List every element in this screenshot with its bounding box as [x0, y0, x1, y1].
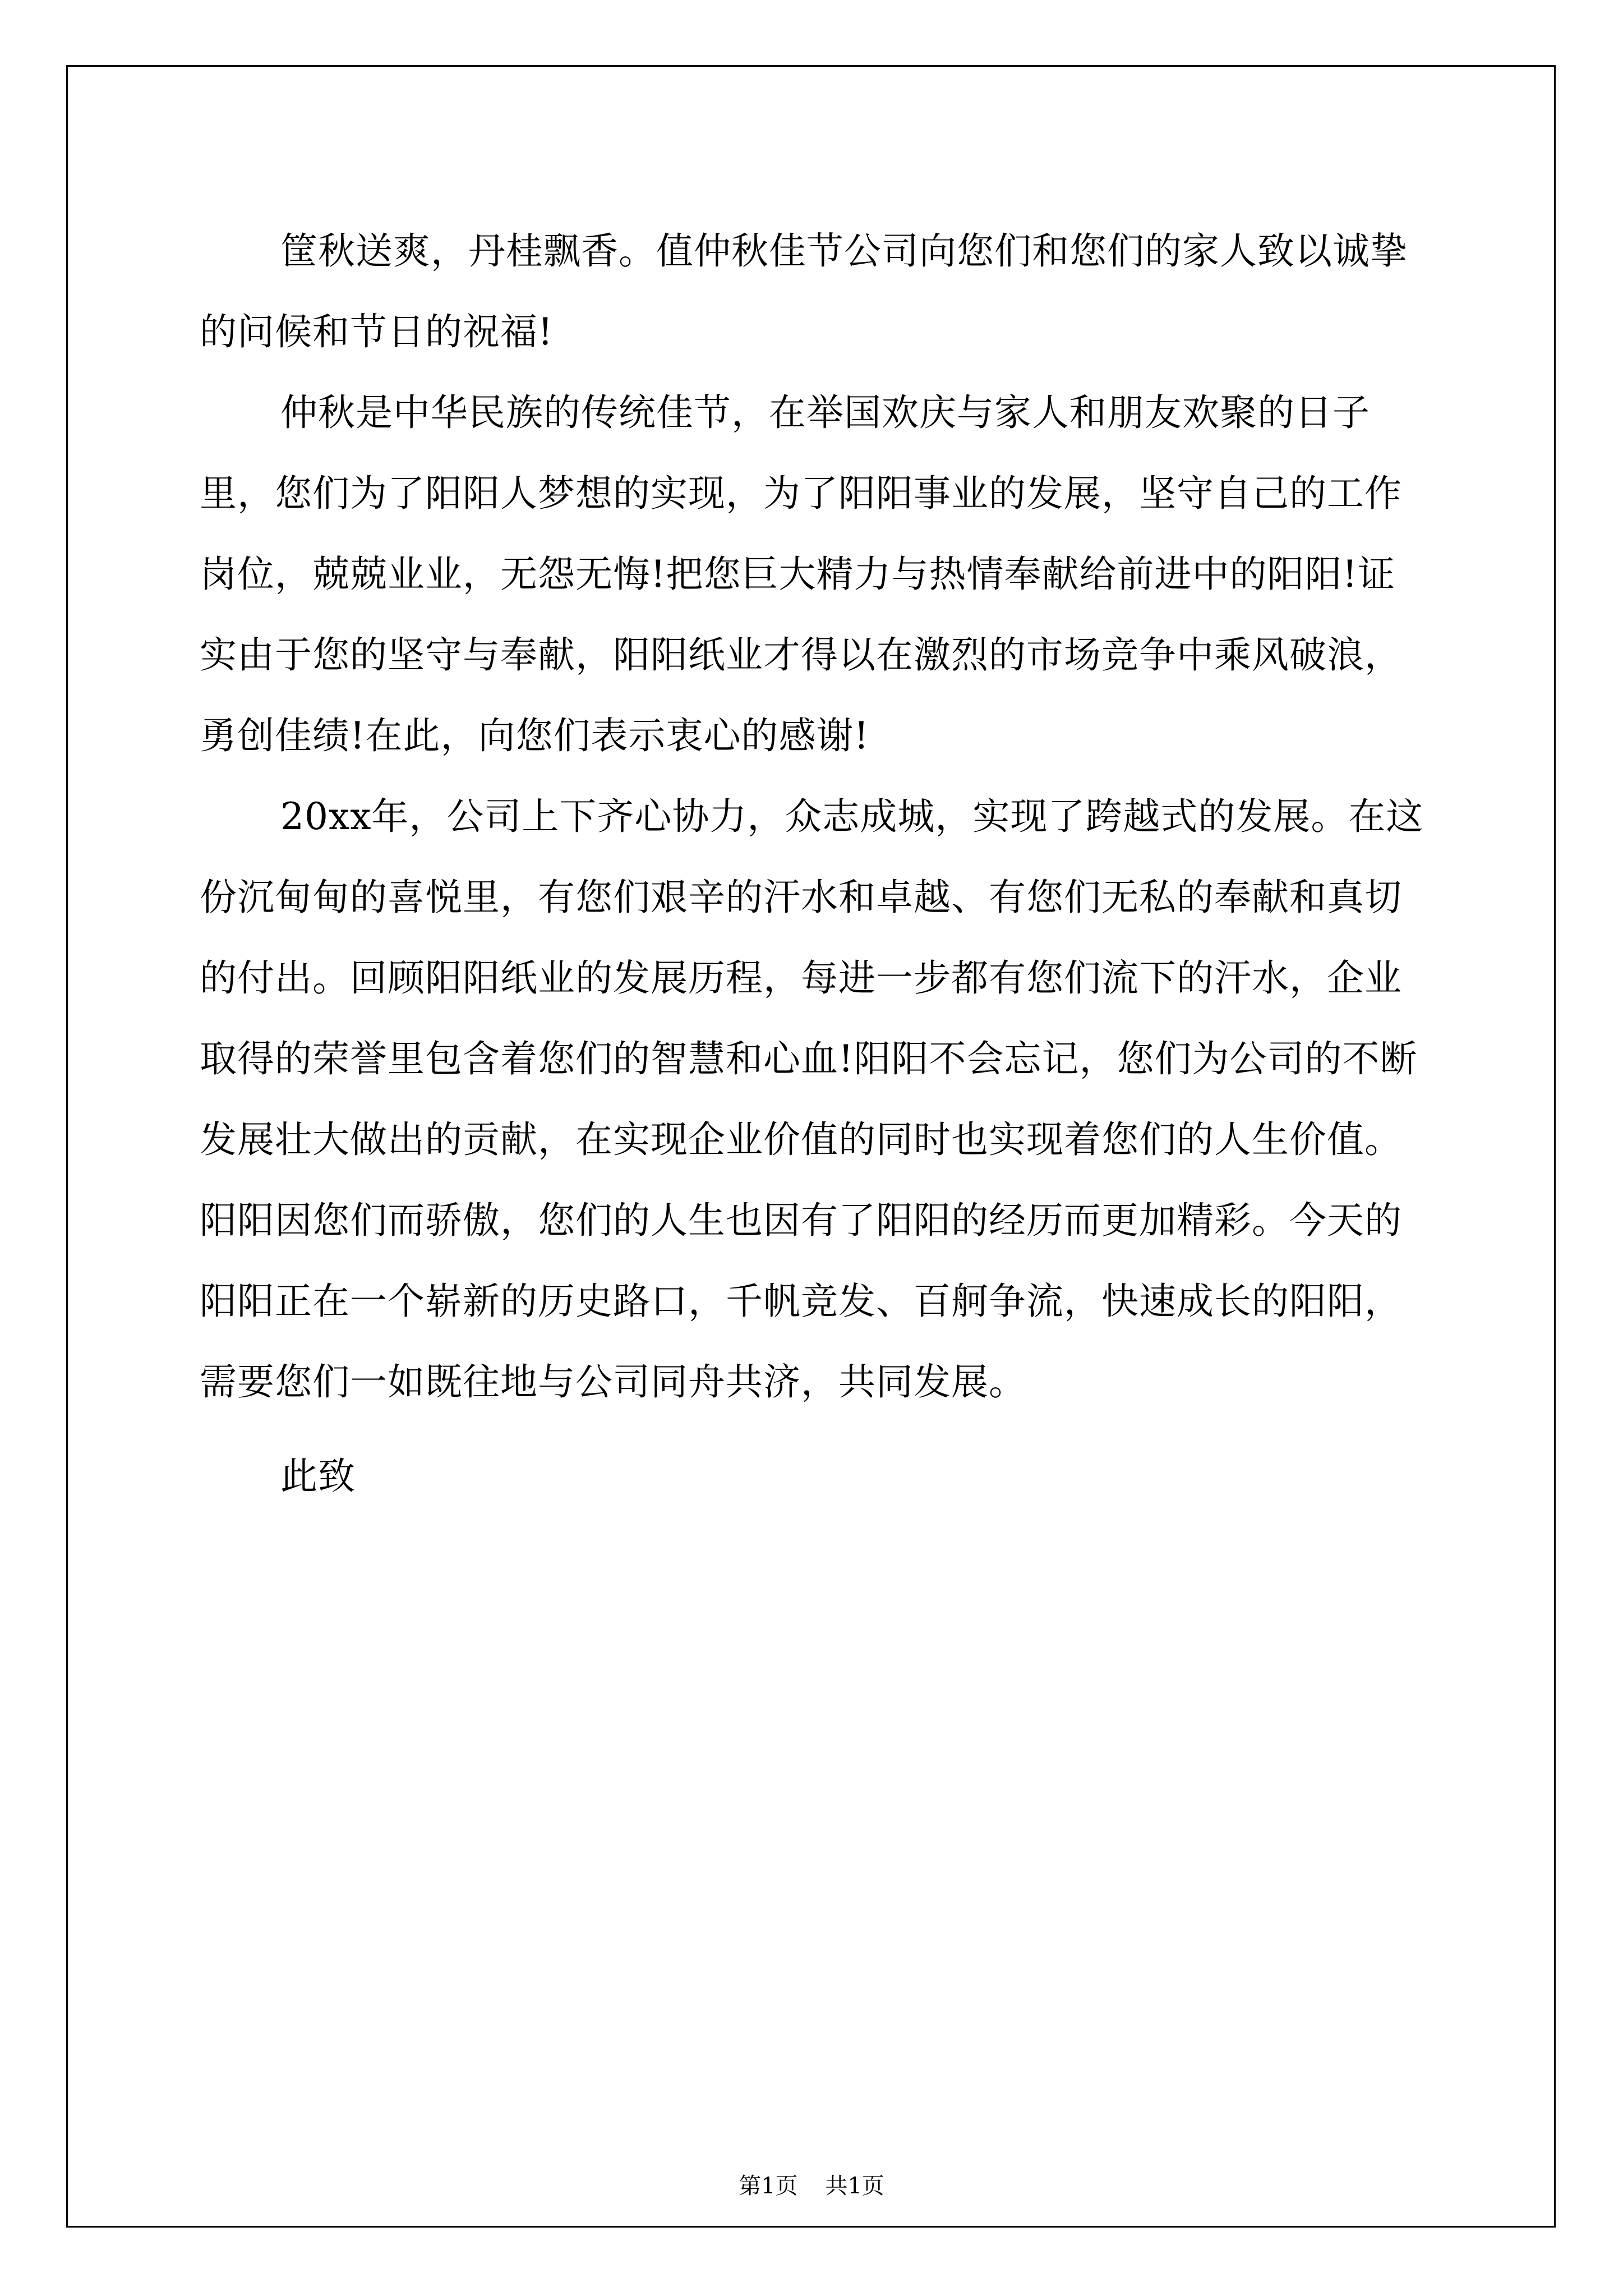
page-footer	[0, 2168, 1623, 2200]
page-number: 第1页	[739, 2173, 798, 2199]
paragraph-greeting: 筐秋送爽，丹桂飘香。值仲秋佳节公司向您们和您们的家人致以诚挚的问候和节日的祝福!	[200, 229, 1408, 353]
letter-body	[200, 211, 1424, 1517]
paragraph-achievements: 20xx年，公司上下齐心协力，众志成城，实现了跨越式的发展。在这份沉甸甸的喜悦里，有您们艰辛的汗水和卓越、有您们无私的奉献和真切的付出。回顾阳阳纸业的发展历程，每进一步都有您们流下的汗水，企业取得的荣誉里包含着您们的智慧和心血!阳阳不会忘记，您们为公司的不断发展壮大做出的贡献，在实现企业价值的同时也实现着您们的人生价值。阳阳因您们而骄傲，您们的人生也因有了阳阳的经历而更加精彩。今天的阳阳正在一个崭新的历史路口，千帆竞发、百舸争流，快速成长的阳阳，需要您们一如既往地与公司同舟共济，共同发展。	[200, 795, 1424, 1404]
paragraph-festival: 仲秋是中华民族的传统佳节，在举国欢庆与家人和朋友欢聚的日子里，您们为了阳阳人梦想的实现，为了阳阳事业的发展，坚守自己的工作岗位，兢兢业业，无怨无悔!把您巨大精力与热情奉献给前进中的阳阳!证实由于您的坚守与奉献，阳阳纸业才得以在激烈的市场竞争中乘风破浪，勇创佳绩!在此，向您们表示衷心的感谢!	[200, 391, 1402, 757]
closing-salutation: 此致	[280, 1455, 356, 1498]
page-total: 共1页	[825, 2173, 884, 2199]
